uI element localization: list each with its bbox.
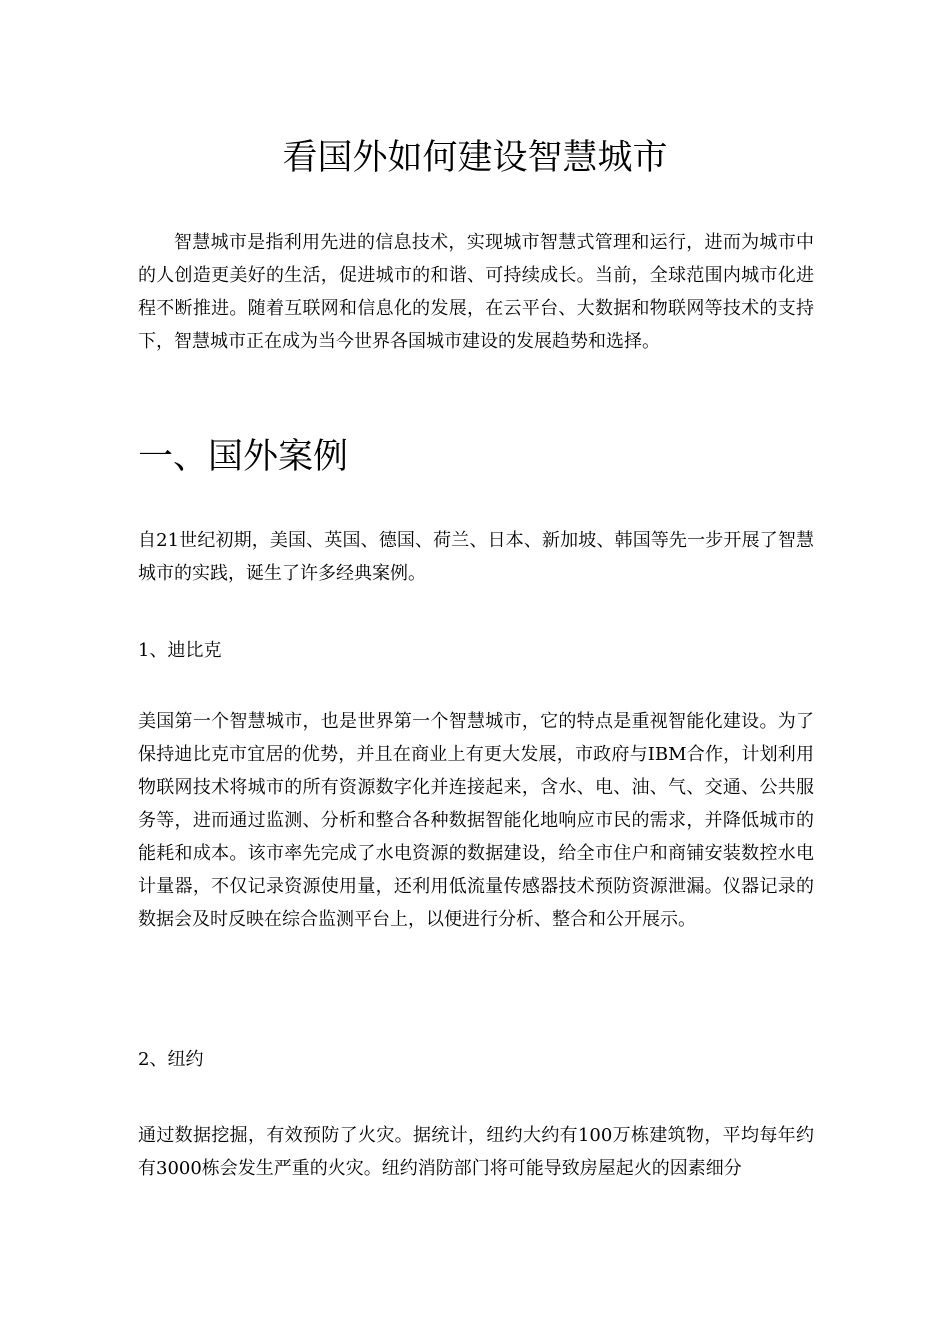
case-heading-dubuque: 1、迪比克 bbox=[138, 640, 222, 661]
case-heading-newyork: 2、纽约 bbox=[138, 1049, 204, 1070]
case-body-newyork: 通过数据挖掘，有效预防了火灾。据统计，纽约大约有100万栋建筑物，平均每年约有3000栋会发生严重的火灾。纽约消防部门将可能导致房屋起火的因素细分 bbox=[138, 1125, 814, 1179]
case-body-dubuque: 美国第一个智慧城市，也是世界第一个智慧城市，它的特点是重视智能化建设。为了保持迪比克市宜居的优势，并且在商业上有更大发展，市政府与IBM合作，计划利用物联网技术将城市的所有资源数字化并连接起来，含水、电、油、气、交通、公共服务等，进而通过监测、分析和整合各种数据智能化地响应市民的需求，并降低城市的能耗和成本。该市率先完成了水电资源的数据建设，给全市住户和商铺安装数控水电计量器，不仅记录资源使用量，还利用低流量传感器技术预防资源泄漏。仪器记录的数据会及时反映在综合监测平台上，以便进行分析、整合和公开展示。 bbox=[138, 711, 814, 930]
document-title: 看国外如何建设智慧城市 bbox=[282, 138, 668, 178]
intro-paragraph: 智慧城市是指利用先进的信息技术，实现城市智慧式管理和运行，进而为城市中的人创造更美好的生活，促进城市的和谐、可持续成长。当前，全球范围内城市化进程不断推进。随着互联网和信息化的发展，在云平台、大数据和物联网等技术的支持下，智慧城市正在成为当今世界各国城市建设的发展趋势和选择。 bbox=[138, 232, 814, 352]
section-heading: 一、国外案例 bbox=[138, 437, 349, 477]
section-intro-paragraph: 自21世纪初期，美国、英国、德国、荷兰、日本、新加坡、韩国等先一步开展了智慧城市的实践，诞生了许多经典案例。 bbox=[138, 530, 814, 584]
